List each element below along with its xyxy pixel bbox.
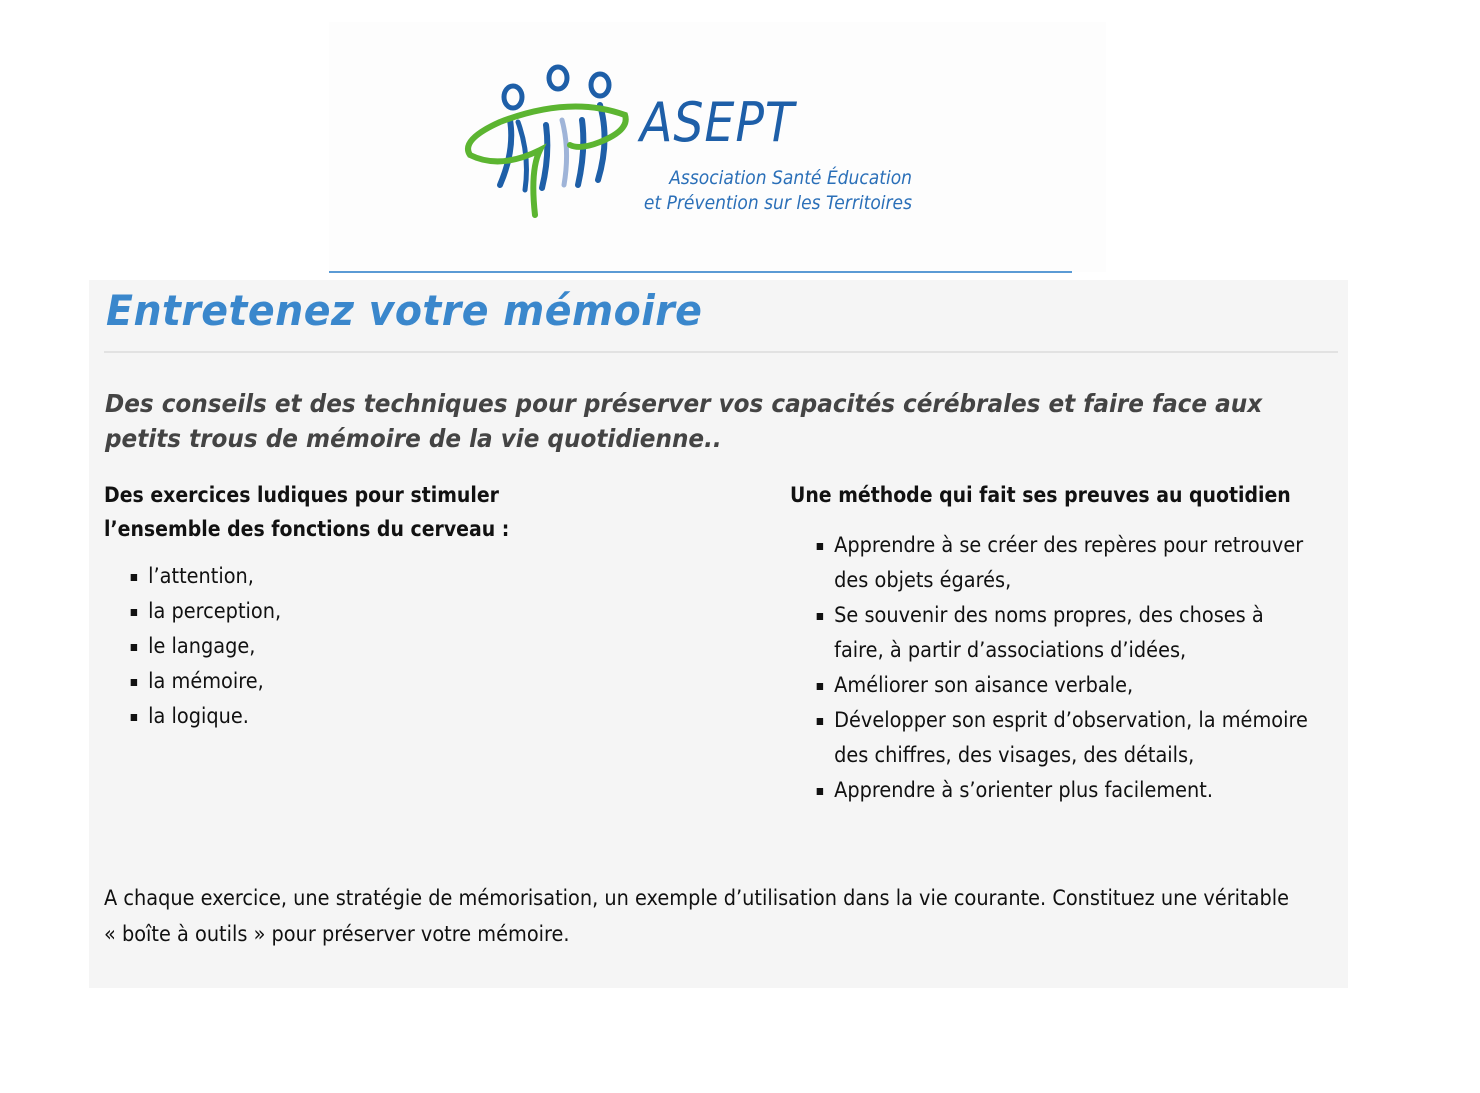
- content-panel: [89, 280, 1348, 988]
- brand-name: ASEPT: [640, 91, 795, 154]
- list-item: la perception,: [104, 594, 619, 629]
- lead-text: [105, 386, 1263, 456]
- list-item: Améliorer son aisance verbale,: [790, 668, 1313, 703]
- left-title-line-1: Des exercices ludiques pour stimuler: [104, 483, 500, 507]
- lead-line-1: Des conseils et des techniques pour préserver vos capacités cérébrales et faire face aux: [105, 389, 1263, 418]
- left-column: [104, 478, 664, 734]
- list-item: Apprendre à s’orienter plus facilement.: [790, 773, 1313, 808]
- closing-paragraph: A chaque exercice, une stratégie de mémorisation, un exemple d’utilisation dans la vie courante. Constituez une véritable « boîte à outils » pour préserver votre mémoire.: [104, 886, 1289, 946]
- list-item: la mémoire,: [104, 664, 619, 699]
- list-item: Développer son esprit d’observation, la mémoire des chiffres, des visages, des détails,: [790, 703, 1313, 773]
- list-item: le langage,: [104, 629, 619, 664]
- brand-tagline: [642, 166, 912, 216]
- lead-line-2: petits trous de mémoire de la vie quotidienne..: [105, 424, 722, 453]
- list-item: l’attention,: [104, 559, 619, 594]
- tagline-line-1: Association Santé Éducation: [669, 167, 912, 189]
- method-list: [790, 528, 1350, 808]
- left-title-line-2: l’ensemble des fonctions du cerveau :: [104, 517, 510, 541]
- right-column-title: Une méthode qui fait ses preuves au quotidien: [790, 483, 1291, 507]
- page-title: Entretenez votre mémoire: [106, 286, 703, 335]
- right-column: [790, 478, 1350, 808]
- list-item: Se souvenir des noms propres, des choses à faire, à partir d’associations d’idées,: [790, 598, 1313, 668]
- title-divider: [104, 351, 1338, 353]
- tagline-line-2: et Prévention sur les Territoires: [643, 192, 912, 214]
- list-item: Apprendre à se créer des repères pour retrouver des objets égarés,: [790, 528, 1313, 598]
- left-column-title: [104, 478, 608, 546]
- brain-functions-list: [104, 559, 664, 734]
- header-divider: [329, 271, 1072, 273]
- asept-figures-logo-icon: [460, 60, 630, 220]
- list-item: la logique.: [104, 699, 619, 734]
